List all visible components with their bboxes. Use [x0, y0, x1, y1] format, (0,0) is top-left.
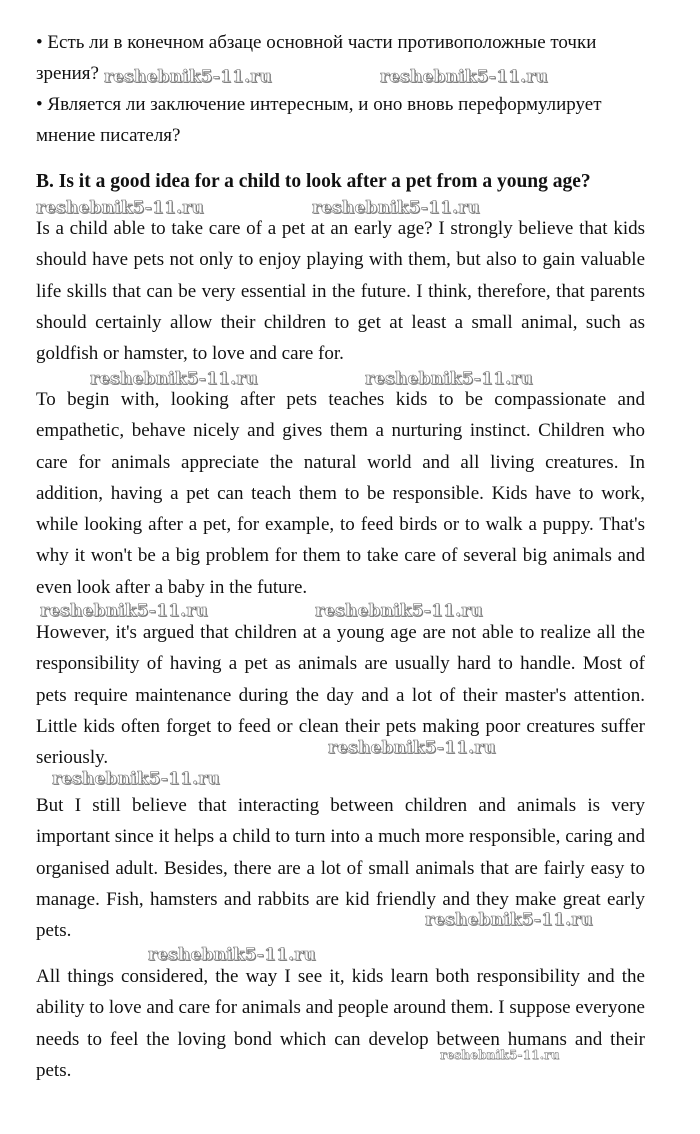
watermark: reshebnik5-11.ru: [148, 945, 316, 965]
watermark: reshebnik5-11.ru: [365, 369, 533, 389]
watermark: reshebnik5-11.ru: [312, 198, 480, 218]
question-opposing-views: • Есть ли в конечном абзаце основной части противоположные точки зрения?: [36, 32, 597, 84]
watermark: reshebnik5-11.ru: [315, 601, 483, 621]
essay-paragraph-conclusion: All things considered, the way I see it, kids learn both responsibility and the ability to love and care for animals and people around them. I suppose everyone needs to feel the loving bond which can develop between humans and their pets.: [36, 966, 645, 1081]
watermark: reshebnik5-11.ru: [380, 67, 548, 87]
watermark: reshebnik5-11.ru: [440, 1048, 560, 1062]
watermark: reshebnik5-11.ru: [36, 198, 204, 218]
watermark: reshebnik5-11.ru: [104, 67, 272, 87]
essay-heading: B. Is it a good idea for a child to look after a pet from a young age?: [36, 171, 591, 192]
watermark: reshebnik5-11.ru: [90, 369, 258, 389]
watermark: reshebnik5-11.ru: [52, 769, 220, 789]
watermark: reshebnik5-11.ru: [328, 738, 496, 758]
essay-paragraph-body-1: To begin with, looking after pets teaches kids to be compassionate and empathetic, behave nicely and gives them a nurturing instinct. Children who care for animals appreciate the natural world and all living creatures. In addition, having a pet can teach them to be responsible. Kids have to work, while looking after a pet, for example, to feed birds or to walk a puppy. That's why it won't be a big problem for them to take care of several big animals and even look after a baby in the future.: [36, 389, 645, 598]
essay-paragraph-body-3: But I still believe that interacting between children and animals is very important since it helps a child to turn into a much more responsible, caring and organised adult. Besides, there are a lot of small animals that are fairly easy to manage. Fish, hamsters and rabbits are kid friendly and they make great early pets.: [36, 795, 645, 942]
watermark: reshebnik5-11.ru: [425, 910, 593, 930]
question-conclusion: • Является ли заключение интересным, и оно вновь переформулирует мнение писателя?: [36, 94, 602, 146]
essay-paragraph-intro: Is a child able to take care of a pet at an early age? I strongly believe that kids should have pets not only to enjoy playing with them, but also to gain valuable life skills that can be very essential in the future. I think, therefore, that parents should certainly allow their children to get at least a small animal, such as goldfish or hamster, to love and care for.: [36, 218, 645, 365]
watermark: reshebnik5-11.ru: [40, 601, 208, 621]
essay-paragraph-body-2: However, it's argued that children at a young age are not able to realize all the responsibility of having a pet as animals are usually hard to handle. Most of pets require maintenance during the day and a lot of their master's attention. Little kids often forget to feed or clean their pets making poor creatures suffer seriously.: [36, 622, 645, 769]
